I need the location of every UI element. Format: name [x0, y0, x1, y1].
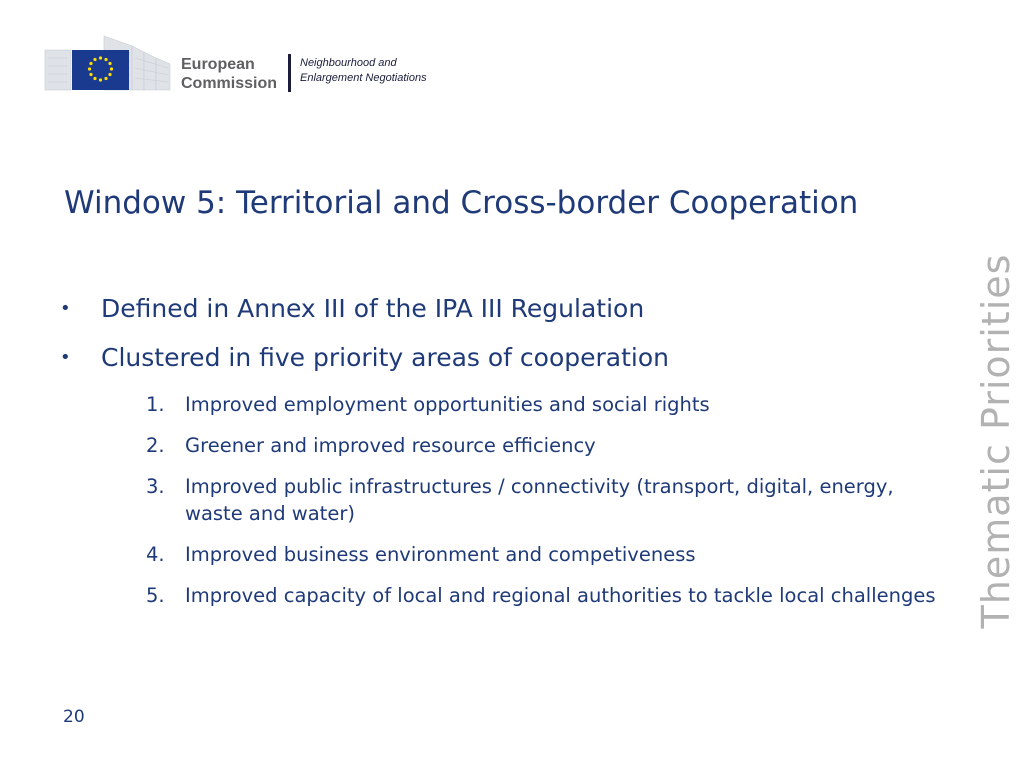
slide-title: Window 5: Territorial and Cross-border Cooperation [64, 185, 859, 221]
org-name-line2: Commission [181, 75, 278, 92]
priority-text: Improved employment opportunities and social rights [185, 393, 710, 416]
bullet-text: Clustered in five priority areas of cooperation [101, 343, 669, 372]
priority-text: Greener and improved resource efficiency [185, 434, 596, 457]
bullet-item [56, 292, 936, 326]
side-title [972, 250, 1020, 632]
priority-item [146, 473, 946, 527]
side-title-text: Thematic Priorities [974, 253, 1018, 629]
bullet-item [56, 341, 936, 375]
bullet-dot-icon: • [60, 347, 71, 368]
ec-building-logo-icon [44, 28, 174, 94]
logo-divider [288, 54, 291, 92]
page-number: 20 [63, 707, 85, 727]
eu-flag-icon [72, 50, 129, 90]
priority-item [146, 391, 946, 418]
bullet-list [56, 292, 936, 390]
dept-name-line1: Neighbourhood and [300, 57, 397, 69]
org-name [181, 55, 277, 93]
priority-text: Improved capacity of local and regional authorities to tackle local challenges [185, 584, 936, 607]
department-name [300, 56, 427, 86]
priority-item [146, 582, 946, 609]
dept-name-line2: Enlargement Negotiations [300, 72, 427, 84]
priority-number: 2. [146, 434, 165, 457]
bullet-dot-icon: • [60, 298, 71, 319]
priority-item [146, 432, 946, 459]
priority-text: Improved public infrastructures / connectivity (transport, digital, energy, waste and water) [185, 475, 894, 525]
priority-item [146, 541, 946, 568]
priority-number: 4. [146, 543, 165, 566]
bullet-text: Defined in Annex III of the IPA III Regulation [101, 294, 645, 323]
org-name-line1: European [181, 56, 255, 73]
priority-number: 5. [146, 584, 165, 607]
priority-number: 3. [146, 475, 165, 498]
priority-list [146, 391, 946, 623]
priority-text: Improved business environment and competiveness [185, 543, 696, 566]
priority-number: 1. [146, 393, 165, 416]
